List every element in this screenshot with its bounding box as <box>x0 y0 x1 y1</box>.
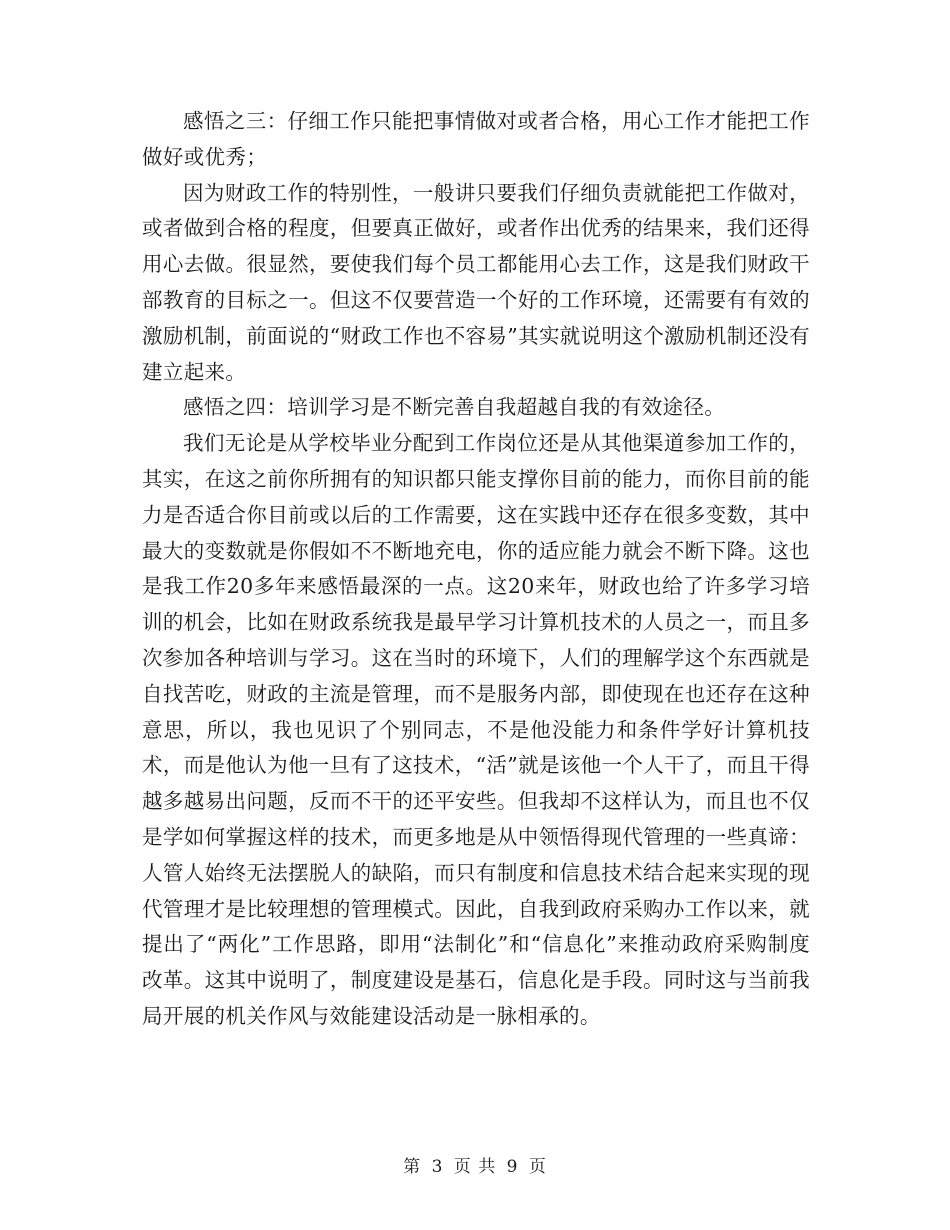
footer-prefix: 第 <box>403 1157 422 1177</box>
footer-suffix: 页 <box>528 1157 547 1177</box>
footer-total-pages: 9 <box>506 1157 519 1177</box>
paragraph-insight-four: 感悟之四：培训学习是不断完善自我超越自我的有效途径。 <box>183 395 726 420</box>
footer-current-page: 3 <box>431 1157 444 1177</box>
page-footer <box>0 1152 950 1177</box>
paragraph-insight-three-detail: 因为财政工作的特别性，一般讲只要我们仔细负责就能把工作做对，或者做到合格的程度，但要真正做好，或者作出优秀的结果来，我们还得用心去做。很显然，要使我们每个员工都能用心去工作，这是我们财政干部教育的目标之一。但这不仅要营造一个好的工作环境，还需要有有效的激励机制，前面说的“财政工作也不容易”其实就说明这个激励机制还没有建立起来。 <box>142 180 811 384</box>
footer-middle: 页 共 <box>453 1157 497 1177</box>
paragraph-insight-three: 感悟之三：仔细工作只能把事情做对或者合格，用心工作才能把工作做好或优秀； <box>142 109 810 169</box>
body-text <box>142 104 810 1035</box>
paragraph-insight-four-detail: 我们无论是从学校毕业分配到工作岗位还是从其他渠道参加工作的，其实，在这之前你所拥有的知识都只能支撑你目前的能力，而你目前的能力是否适合你目前或以后的工作需要，这在实践中还存在很多变数，其中最大的变数就是你假如不不断地充电，你的适应能力就会不断下降。这也是我工作20多年来感悟最深的一点。这20来年，财政也给了许多学习培训的机会，比如在财政系统我是最早学习计算机技术的人员之一，而且多次参加各种培训与学习。这在当时的环境下，人们的理解学这个东西就是自找苦吃，财政的主流是管理，而不是服务内部，即使现在也还存在这种意思，所以，我也见识了个别同志，不是他没能力和条件学好计算机技术，而是他认为他一旦有了这技术，“活”就是该他一个人干了，而且干得越多越易出问题，反而不干的还平安些。但我却不这样认为，而且也不仅是学如何掌握这样的技术，而更多地是从中领悟得现代管理的一些真谛：人管人始终无法摆脱人的缺陷，而只有制度和信息技术结合起来实现的现代管理才是比较理想的管理模式。因此，自我到政府采购办工作以来，就提出了“两化”工作思路，即用“法制化”和“信息化”来推动政府采购制度改革。这其中说明了，制度建设是基石，信息化是手段。同时这与当前我局开展的机关作风与效能建设活动是一脉相承的。 <box>142 431 811 1028</box>
